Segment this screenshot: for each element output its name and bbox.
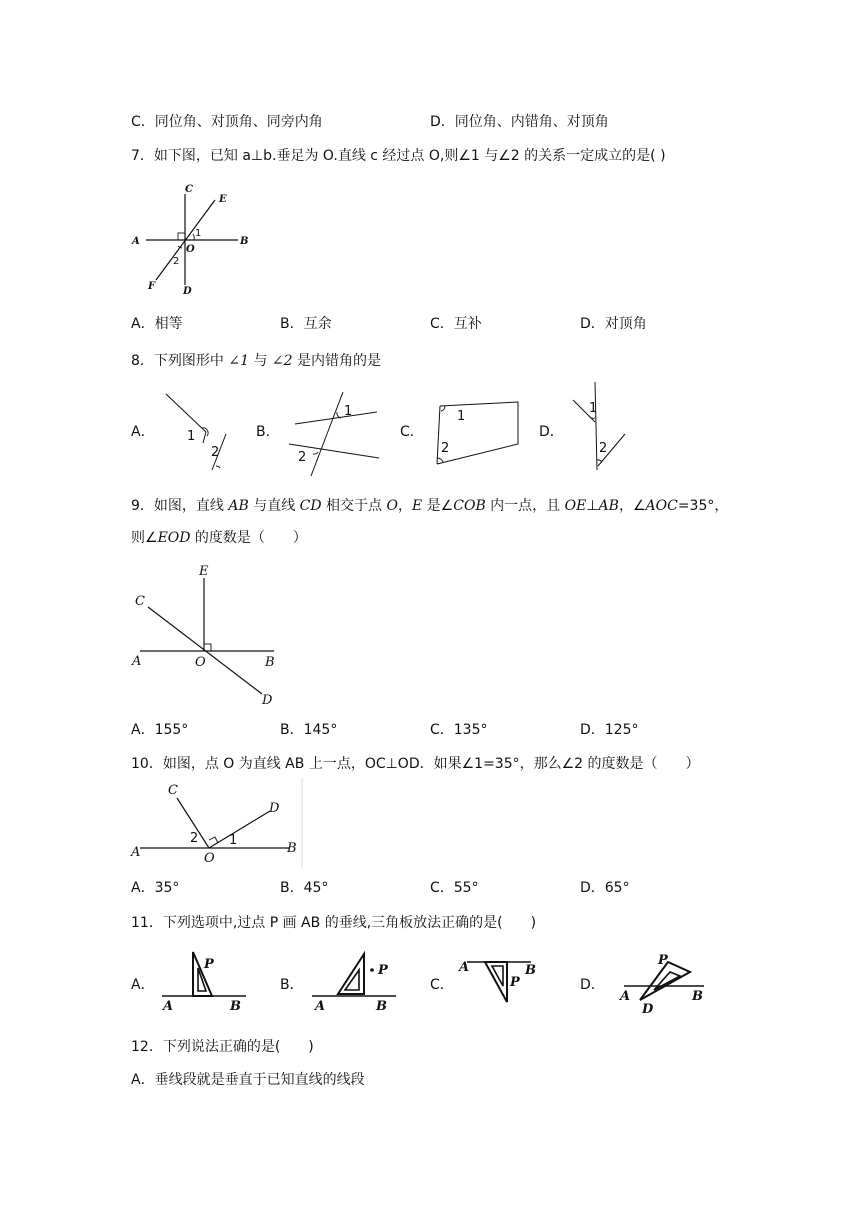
q10-label-o: O: [204, 851, 215, 866]
q8a-label-2: 2: [211, 445, 220, 460]
q7-label-a: A: [132, 236, 140, 247]
q9-s1-11: OE: [564, 498, 587, 514]
q9-figure: [128, 562, 288, 712]
q10-label-b: B: [287, 841, 297, 856]
q7-stem: 7．如下图，已知 a⊥b.垂足为 O.直线 c 经过点 O,则∠1 与∠2 的关系一定成立的是( ): [131, 148, 666, 164]
q9-s2-2: 的度数是（ ）: [190, 530, 307, 546]
q6-option-c: C．同位角、对顶角、同旁内角: [131, 114, 323, 130]
q8-figure-d: [565, 378, 635, 473]
q11d-label-a: A: [620, 989, 631, 1004]
q11-figure-b: [310, 948, 410, 1018]
q9-s1-0: 9．如图，直线: [131, 498, 229, 514]
q11a-label-p: P: [204, 957, 214, 972]
q10-label-1: 1: [229, 833, 238, 848]
q9-s1-13: AB: [598, 498, 619, 514]
q7-label-b: B: [240, 236, 249, 247]
q9-s1-8: 是∠: [422, 498, 454, 514]
q9-option-a: A．155°: [131, 722, 189, 738]
q7-option-b: B．互余: [280, 316, 332, 332]
q8b-label-1: 1: [344, 404, 353, 419]
q11b-label-a: A: [315, 999, 326, 1014]
q7-label-f: F: [148, 281, 156, 292]
q10-label-2: 2: [190, 831, 199, 846]
q11b-label-p: P: [378, 963, 388, 978]
q10-figure: [128, 778, 303, 870]
q11-option-b-label: B．: [280, 977, 304, 993]
q11a-label-a: A: [163, 999, 174, 1014]
q8-stem-pre: 8．下列图形中: [131, 353, 224, 369]
q7-label-1: 1: [195, 228, 202, 239]
q11-figure-a: [160, 948, 250, 1018]
q11-figure-c: [455, 950, 545, 1020]
q7-option-d: D．对顶角: [580, 316, 647, 332]
q8-stem-mid: 与: [253, 353, 268, 369]
q11-stem: 11．下列选项中,过点 P 画 AB 的垂线,三角板放法正确的是( ): [131, 915, 537, 931]
q9-label-e: E: [199, 564, 209, 579]
q9-s1-2: 与直线: [248, 498, 300, 514]
q11c-label-p: P: [510, 975, 520, 990]
q9-s2-1: EOD: [157, 530, 191, 546]
q7-label-o: O: [186, 244, 195, 255]
q11-option-d-label: D．: [580, 977, 605, 993]
q8c-label-1: 1: [457, 409, 466, 424]
q10-option-d: D．65°: [580, 880, 630, 896]
q9-s1-6: ，: [398, 498, 412, 514]
q7-option-a: A．相等: [131, 316, 183, 332]
q9-stem-line2: [131, 528, 307, 548]
q8-figure-a: [160, 388, 230, 478]
q9-s1-16: =35°，: [677, 498, 729, 514]
q9-s2-0: 则∠: [131, 530, 158, 546]
q9-s1-12: ⊥: [586, 498, 599, 514]
q9-s1-15: AOC: [645, 498, 678, 514]
q11c-label-a: A: [459, 960, 470, 975]
q12-stem: 12．下列说法正确的是( ): [131, 1039, 314, 1055]
q9-s1-3: CD: [299, 498, 322, 514]
q9-option-d: D．125°: [580, 722, 639, 738]
q7-label-d: D: [183, 286, 192, 297]
q11d-label-d: D: [642, 1002, 654, 1017]
q9-option-b: B．145°: [280, 722, 338, 738]
q6-option-d: D．同位角、内错角、对顶角: [430, 114, 609, 130]
q9-option-c: C．135°: [430, 722, 488, 738]
q10-option-b: B．45°: [280, 880, 329, 896]
q9-s1-14: ，∠: [618, 498, 646, 514]
q8-option-c-label: C．: [400, 424, 424, 440]
q7-figure: [128, 182, 263, 297]
q7-label-e: E: [219, 194, 227, 205]
q8-stem-post: 是内错角的是: [297, 353, 382, 369]
q8-angle-2: ∠2: [271, 353, 293, 369]
q7-label-2: 2: [173, 256, 180, 267]
q12-option-a: A．垂线段就是垂直于已知直线的线段: [131, 1072, 365, 1088]
q9-s1-9: COB: [453, 498, 486, 514]
q11-option-c-label: C．: [430, 977, 454, 993]
q11-option-a-label: A．: [131, 977, 155, 993]
q7-label-c: C: [185, 184, 193, 195]
q10-option-a: A．35°: [131, 880, 180, 896]
q8d-label-1: 1: [589, 401, 598, 416]
q10-label-d: D: [269, 801, 280, 816]
q9-stem-line1: [131, 496, 728, 516]
q11b-label-b: B: [376, 999, 387, 1014]
q9-s1-5: O: [386, 498, 398, 514]
q9-label-d: D: [262, 693, 273, 708]
q8-figure-c: [430, 392, 530, 472]
q8c-label-2: 2: [441, 441, 450, 456]
q9-s1-7: E: [412, 498, 423, 514]
q10-stem: 10．如图，点 O 为直线 AB 上一点，OC⊥OD．如果∠1=35°，那么∠2 的度数是（ ）: [131, 756, 700, 772]
q9-label-c: C: [135, 594, 145, 609]
q9-label-b: B: [265, 655, 275, 670]
q10-label-a: A: [131, 845, 141, 860]
q8-option-b-label: B．: [256, 424, 280, 440]
q11a-label-b: B: [230, 999, 241, 1014]
q11-figure-d: [612, 948, 712, 1020]
q8-angle-1: ∠1: [228, 353, 250, 369]
q8a-label-1: 1: [187, 429, 196, 444]
q7-option-c: C．互补: [430, 316, 482, 332]
q8-option-a-label: A．: [131, 424, 155, 440]
q8b-label-2: 2: [298, 450, 307, 465]
q10-label-c: C: [168, 783, 178, 798]
q8-stem: [131, 351, 381, 371]
q11d-label-p: P: [658, 953, 668, 968]
q8-figure-b: [285, 388, 385, 478]
q9-s1-4: 相交于点: [321, 498, 387, 514]
q9-label-a: A: [132, 654, 142, 669]
q9-s1-1: AB: [228, 498, 249, 514]
q8d-label-2: 2: [599, 441, 608, 456]
q11d-label-b: B: [692, 989, 703, 1004]
q10-option-c: C．55°: [430, 880, 479, 896]
q11c-label-b: B: [525, 963, 536, 978]
q9-label-o: O: [195, 655, 206, 670]
q9-s1-10: 内一点，且: [485, 498, 565, 514]
q8-option-d-label: D．: [539, 424, 564, 440]
